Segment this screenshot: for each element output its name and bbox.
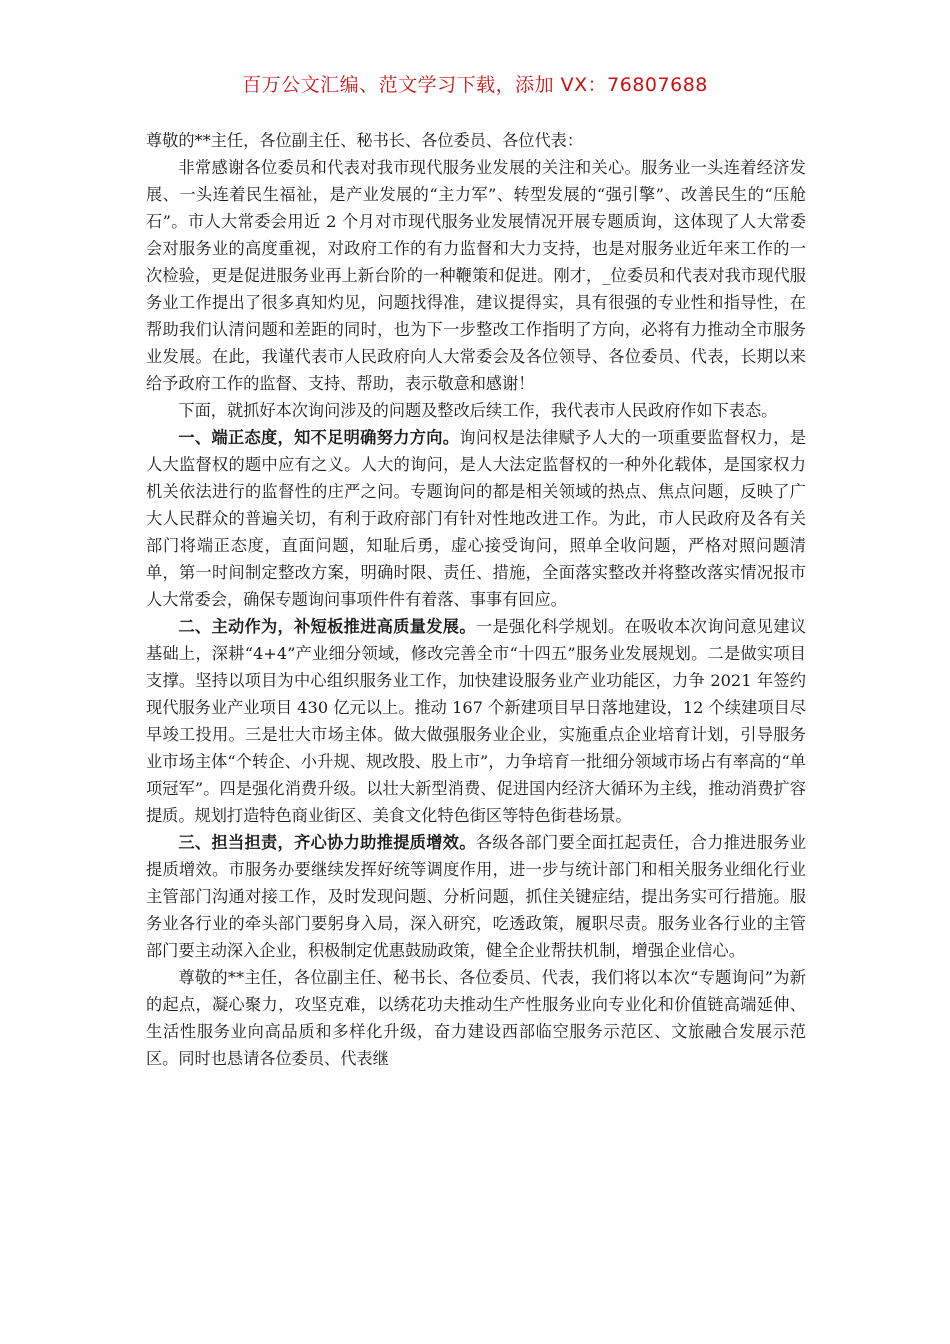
paragraph-text: 下面，就抓好本次询问涉及的问题及整改后续工作，我代表市人民政府作如下表态。 bbox=[178, 401, 778, 420]
paragraph-text: 各级各部门要全面扛起责任，合力推进服务业提质增效。市服务办要继续发挥好统等调度作用，进一步与统计部门和相关服务业细化行业主管部门沟通对接工作，及时发现问题、分析问题，抓住关键症结，提出务实可行措施。服务业各行业的牵头部门要躬身入局，深入研究，吃透政策，履职尽责。服务业各行业的主管部门要主动深入企业，积极制定优惠鼓励政策，健全企业帮扶机制，增强企业信心。 bbox=[146, 833, 807, 960]
section-heading: 二、主动作为，补短板推进高质量发展。 bbox=[178, 617, 476, 636]
download-banner: 百万公文汇编、范文学习下载，添加 VX：76807688 bbox=[242, 74, 708, 96]
paragraph-text: 一是强化科学规划。在吸收本次询问意见建议基础上，深耕“4+4”产业细分领域，修改完善全市“十四五”服务业发展规划。二是做实项目支撑。坚持以项目为中心组织服务业工作，加快建设服务业产业功能区，力争 2021 年签约现代服务业产业项目 430 亿元以上。推动 167 个新建项目早日落地建设，12 个续建项目尽早竣工投用。三是壮大市场主体。做大做强服务业企业，实施重点企业培育计划，引导服务业市场主体“个转企、小升规、规改股、股上市”，力争培育一批细分领域市场占有率高的“单项冠军”。四是强化消费升级。以壮大新型消费、促进国内经济大循环为主线，推动消费扩容提质。规划打造特色商业街区、美食文化特色街区等特色街巷场景。 bbox=[146, 617, 807, 825]
paragraph-section-2 bbox=[146, 613, 806, 829]
paragraph-intro bbox=[146, 397, 806, 424]
salutation: 尊敬的**主任，各位副主任、秘书长、各位委员、各位代表： bbox=[146, 131, 584, 150]
paragraph-text: 尊敬的**主任，各位副主任、秘书长、各位委员、代表，我们将以本次“专题询问”为新的起点，凝心聚力，攻坚克难，以绣花功夫推动生产性服务业向专业化和价值链高端延伸、生活性服务业向高品质和多样化升级，奋力建设西部临空服务示范区、文旅融合发展示范区。同时也恳请各位委员、代表继 bbox=[146, 968, 806, 1068]
paragraph-section-1 bbox=[146, 424, 806, 613]
document-body bbox=[146, 127, 806, 1072]
section-heading: 三、担当担责，齐心协力助推提质增效。 bbox=[178, 833, 476, 852]
paragraph-section-3 bbox=[146, 829, 806, 964]
paragraph-thanks bbox=[146, 154, 806, 397]
paragraph-closing bbox=[146, 964, 806, 1072]
paragraph-text: 询问权是法律赋予人大的一项重要监督权力，是人大监督权的题中应有之义。人大的询问，是人大法定监督权的一种外化载体，是国家权力机关依法进行的监督性的庄严之问。专题询问的都是相关领域的热点、焦点问题，反映了广大人民群众的普遍关切，有利于政府部门有针对性地改进工作。为此，市人民政府及各有关部门将端正态度，直面问题，知耻后勇，虚心接受询问，照单全收问题，严格对照问题清单，第一时间制定整改方案，明确时限、责任、措施，全面落实整改并将整改落实情况报市人大常委会，确保专题询问事项件件有着落、事事有回应。 bbox=[146, 428, 807, 609]
paragraph-text: 非常感谢各位委员和代表对我市现代服务业发展的关注和关心。服务业一头连着经济发展、一头连着民生福祉，是产业发展的“主力军”、转型发展的“强引擎”、改善民生的“压舱石”。市人大常委会用近 2 个月对市现代服务业发展情况开展专题质询，这体现了人大常委会对服务业的高度重视，对政府工作的有力监督和大力支持，也是对服务业近年来工作的一次检验，更是促进服务业再上新台阶的一种鞭策和促进。刚才，_位委员和代表对我市现代服务业工作提出了很多真知灼见，问题找得准，建议提得实，具有很强的专业性和指导性，在帮助我们认清问题和差距的同时，也为下一步整改工作指明了方向，必将有力推动全市服务业发展。在此，我谨代表市人民政府向人大常委会及各位领导、各位委员、代表，长期以来给予政府工作的监督、支持、帮助，表示敬意和感谢！ bbox=[146, 158, 806, 393]
section-heading: 一、端正态度，知不足明确努力方向。 bbox=[178, 428, 460, 447]
